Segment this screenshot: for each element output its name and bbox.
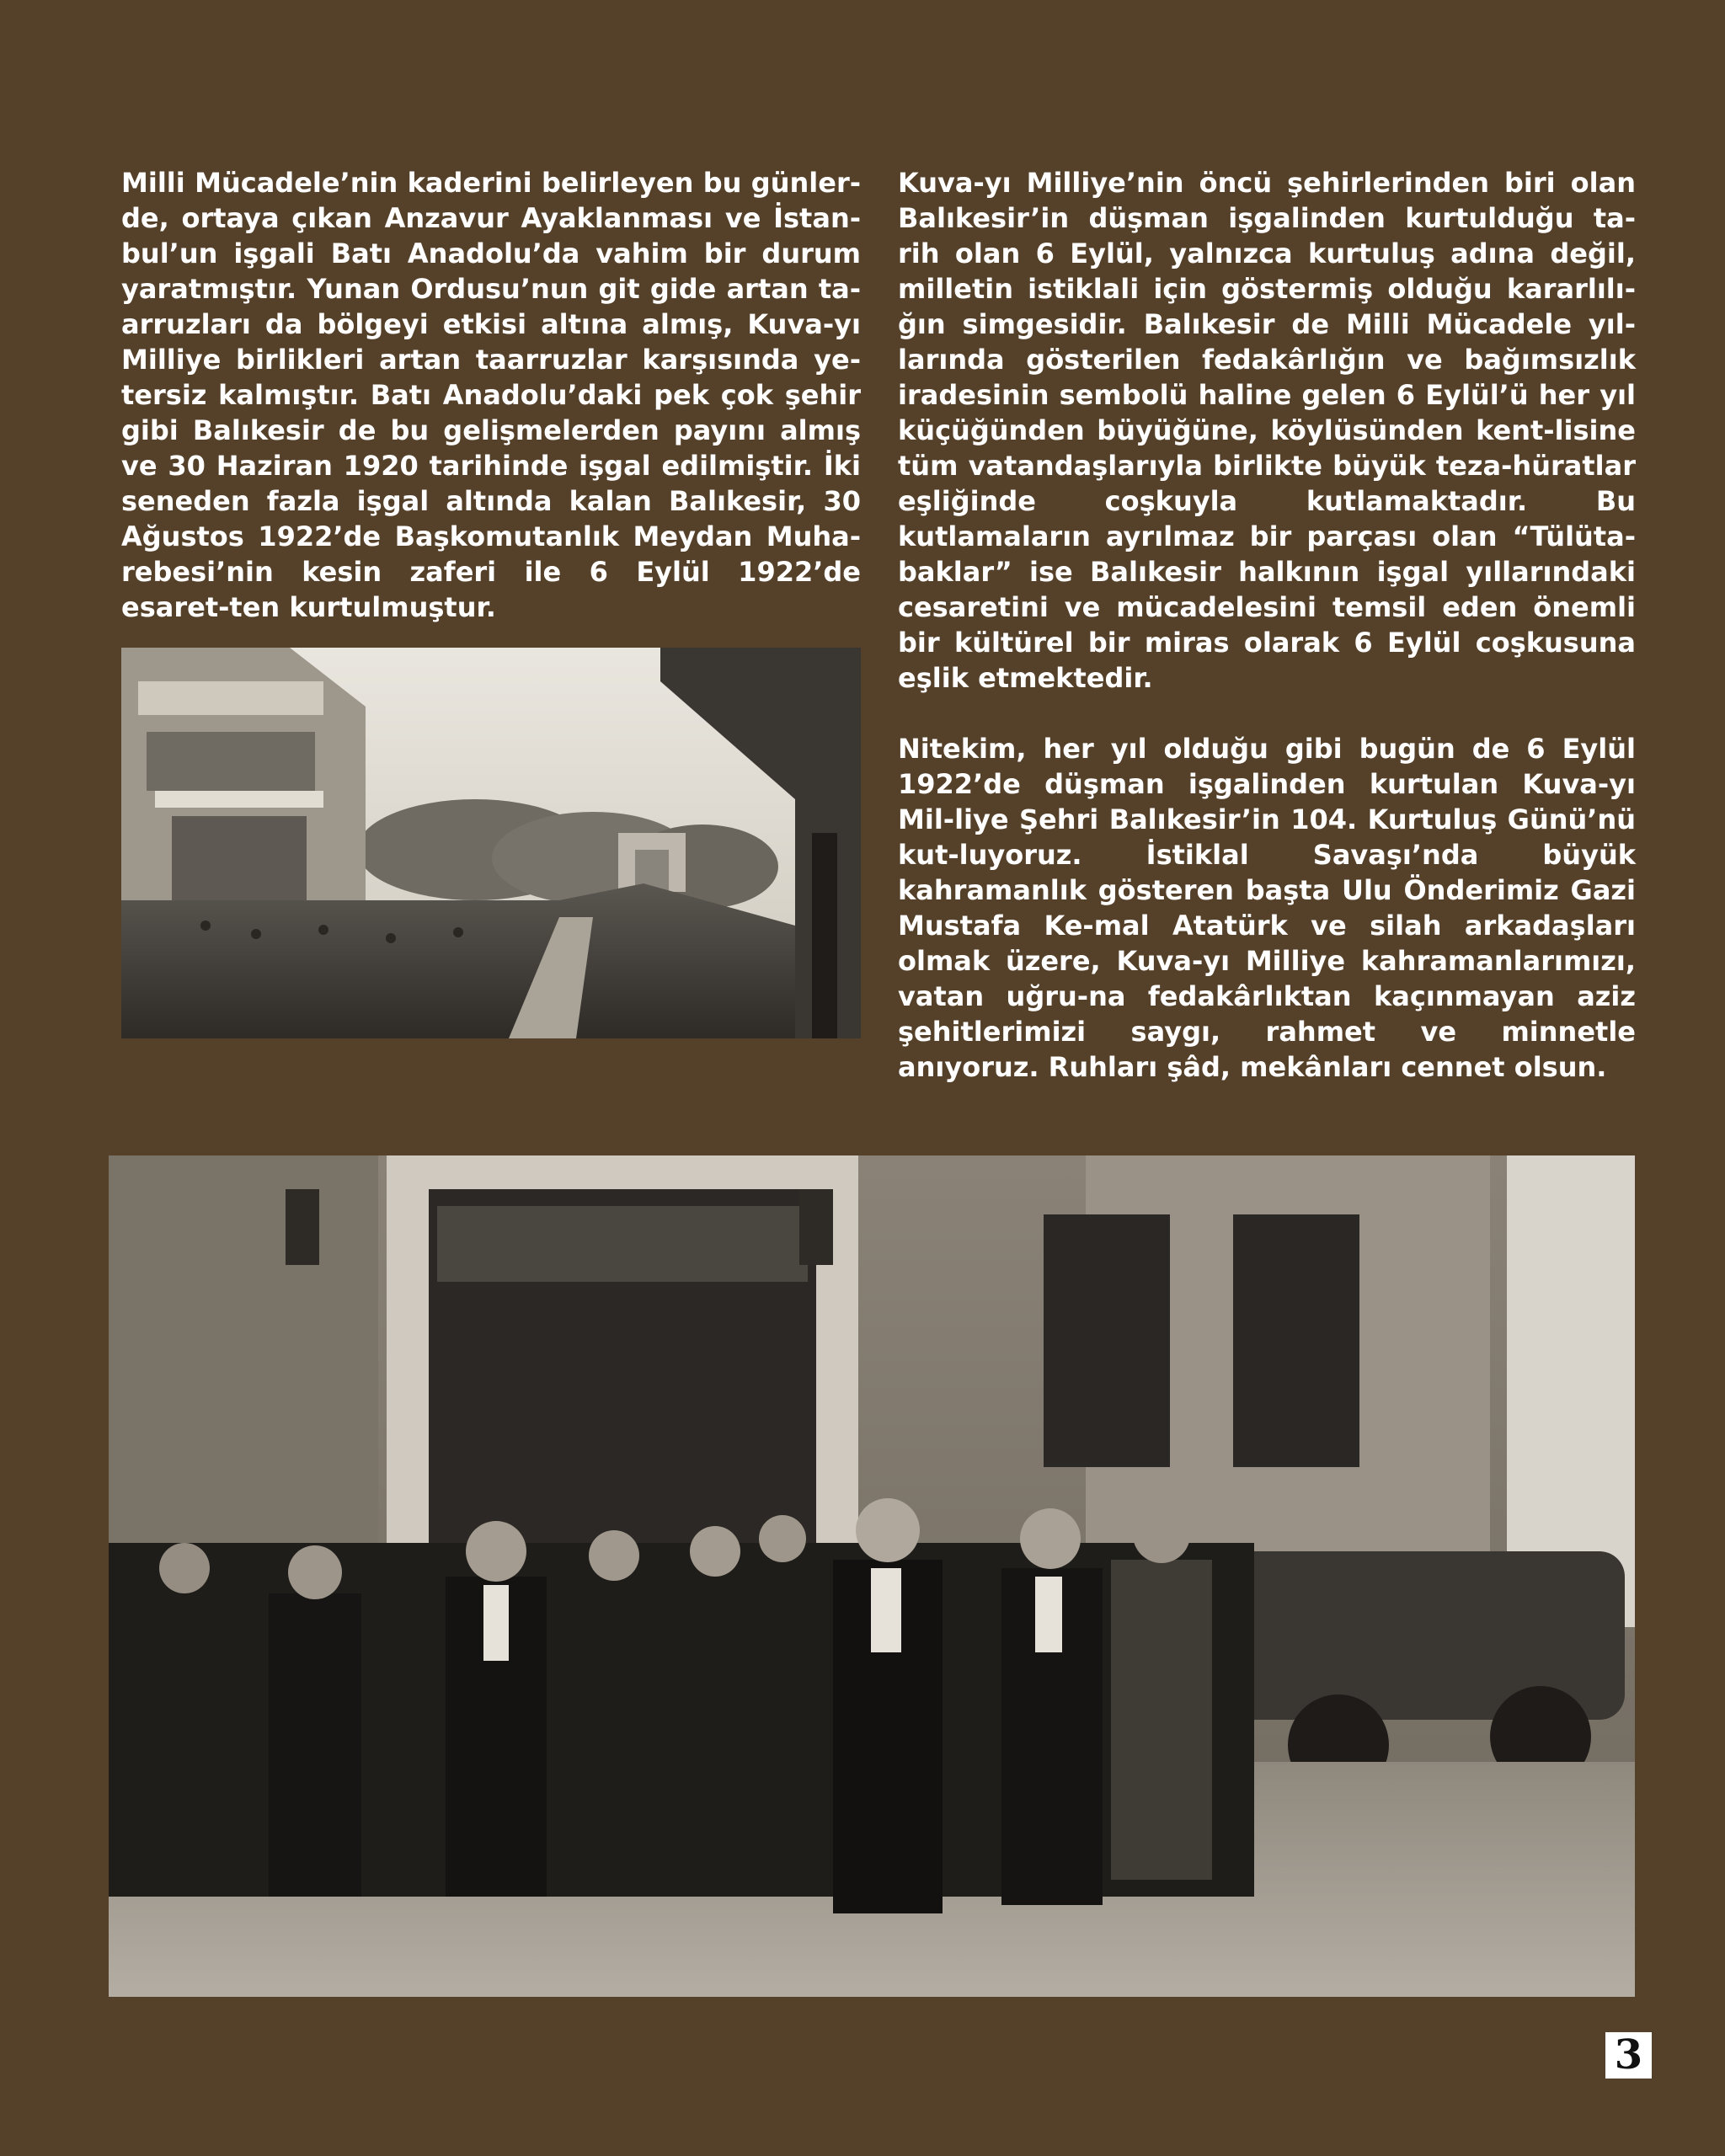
parade-photo [121,648,861,1038]
right-text-column [898,165,1636,1085]
ataturk-group-photo [109,1155,1635,1997]
left-paragraph: Milli Mücadele’nin kaderini belirleyen bu günler-de, ortaya çıkan Anzavur Ayaklanması ve İstan-bul’un işgali Batı Anadolu’da vahim bir durum yaratmıştır. Yunan Ordusu’nun git gide artan ta-arruzları da bölgeyi etkisi altına almış, Kuva-yı Milliye birlikleri artan taarruzlar karşısında ye-tersiz kalmıştır. Batı Anadolu’daki pek çok şehir gibi Balıkesir de bu gelişmelerden payını almış ve 30 Haziran 1920 tarihinde işgal edilmiştir. İki seneden fazla işgal altında kalan Balıkesir, 30 Ağustos 1922’de Başkomutanlık Meydan Muha-rebesi’nin kesin zaferi ile 6 Eylül 1922’de esaret-ten kurtulmuştur. [121,167,861,623]
right-paragraph-2: Nitekim, her yıl olduğu gibi bugün de 6 Eylül 1922’de düşman işgalinden kurtulan Kuva-yı Mil-liye Şehri Balıkesir’in 104. Kurtuluş Günü’nü kut-luyoruz. İstiklal Savaşı’nda büyük kahramanlık gösteren başta Ulu Önderimiz Gazi Mustafa Ke-mal Atatürk ve silah arkadaşları olmak üzere, Kuva-yı Milliye kahramanlarımızı, vatan uğru-na fedakârlıktan kaçınmayan aziz şehitlerimizi saygı, rahmet ve minnetle anıyoruz. Ruhları şâd, mekânları cennet olsun. [898,733,1636,1083]
left-text-column [121,165,861,625]
right-paragraph-1: Kuva-yı Milliye’nin öncü şehirlerinden biri olan Balıkesir’in düşman işgalinden kurtulduğu ta-rih olan 6 Eylül, yalnızca kurtuluş adına değil, milletin istiklali için göstermiş olduğu kararlılı-ğın simgesidir. Balıkesir de Milli Mücadele yıl-larında gösterilen fedakârlığın ve bağımsızlık iradesinin sembolü haline gelen 6 Eylül’ü her yıl küçüğünden büyüğüne, köylüsünden kent-lisine tüm vatandaşlarıyla birlikte büyük teza-hüratlar eşliğinde coşkuyla kutlamaktadır. Bu kutlamaların ayrılmaz bir parçası olan “Tülüta-baklar” ise Balıkesir halkının işgal yıllarındaki cesaretini ve mücadelesini temsil eden önemli bir kültürel bir miras olarak 6 Eylül coşkusuna eşlik etmektedir. [898,167,1636,694]
ataturk-group-photo-image [109,1155,1635,1997]
parade-photo-image [121,648,861,1038]
page-number: 3 [1605,2032,1652,2079]
